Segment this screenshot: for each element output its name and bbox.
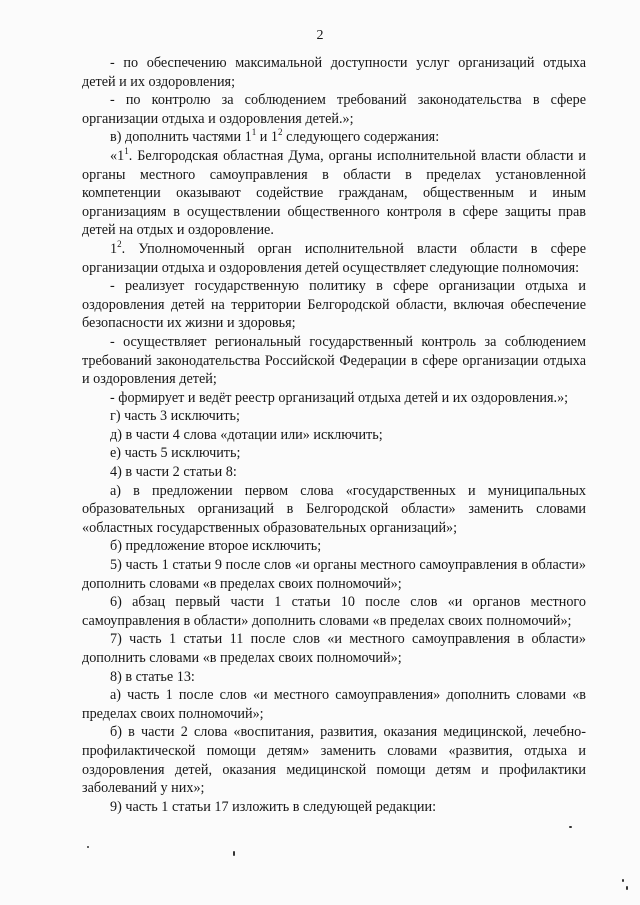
paragraph-20: б) в части 2 слова «воспитания, развития, оказания медицинской, лечебно-профилактической помощи детям» заменить словами «развития, отдыха и оздоровления детей, оказания медицинской помощи детям и профилактики заболеваний у них»; <box>82 724 586 797</box>
paragraph-19: а) часть 1 после слов «и местного самоуправления» дополнить словами «в пределах своих полномочий»; <box>82 687 586 722</box>
paragraph-7: - осуществляет региональный государственный контроль за соблюдением требований законодательства Российской Федерации в сфере организации отдыха и оздоровления детей; <box>82 333 586 388</box>
paragraph-3 <box>82 128 586 147</box>
scan-speck <box>626 886 628 890</box>
scan-speck <box>622 879 624 882</box>
scan-speck <box>569 826 572 828</box>
paragraph-15: 5) часть 1 статьи 9 после слов «и органы местного самоуправления в области» дополнить словами «в пределах своих полномочий»; <box>82 557 586 592</box>
paragraph-8: - формирует и ведёт реестр организаций отдыха детей и их оздоровления.»; <box>110 389 569 406</box>
superscript-2: 2 <box>278 127 283 138</box>
scan-speck <box>87 846 89 848</box>
paragraph-3-text: в) дополнить частями 1 <box>110 129 252 146</box>
paragraph-4-lead: «1 <box>110 147 125 164</box>
paragraph-21: 9) часть 1 статьи 17 изложить в следующей редакции: <box>110 798 437 815</box>
superscript-1: 1 <box>251 127 257 138</box>
paragraph-3-tail: следующего содержания: <box>282 129 440 146</box>
paragraph-4 <box>82 147 586 240</box>
paragraph-14: б) предложение второе исключить; <box>110 538 322 555</box>
document-body <box>82 54 586 816</box>
paragraph-4-text: . Белгородская областная Дума, органы исполнительной власти области и органы местного самоуправления в области в пределах установленной компетенции оказывают содействие гражданам, общественным и иным организациям в осуществлении общественного контроля в сфере защиты прав детей на отдых и оздоровление. <box>82 147 586 239</box>
paragraph-16: 6) абзац первый части 1 статьи 10 после слов «и органов местного самоуправления в области» дополнить словами «в пределах своих полномочий»; <box>82 594 586 629</box>
paragraph-3-and: и 1 <box>256 129 279 146</box>
page-number: 2 <box>316 28 324 43</box>
scan-speck <box>233 851 235 856</box>
paragraph-12: 4) в части 2 статьи 8: <box>110 464 237 481</box>
paragraph-6: - реализует государственную политику в сфере организации отдыха и оздоровления детей на территории Белгородской области, включая обеспечение безопасности их жизни и здоровья; <box>82 278 586 332</box>
paragraph-2: - по контролю за соблюдением требований законодательства в сфере организации отдыха и оздоровления детей.»; <box>82 92 586 127</box>
paragraph-10: д) в части 4 слова «дотации или» исключить; <box>110 426 383 443</box>
paragraph-11: е) часть 5 исключить; <box>110 445 241 462</box>
paragraph-5 <box>82 240 586 277</box>
paragraph-9: г) часть 3 исключить; <box>110 408 240 425</box>
paragraph-18: 8) в статье 13: <box>110 668 195 685</box>
paragraph-5-text: . Уполномоченный орган исполнительной власти области в сфере организации отдыха и оздоровления детей осуществляет следующие полномочия: <box>82 240 586 276</box>
superscript-1: 1 <box>124 145 129 156</box>
superscript-2: 2 <box>117 238 122 249</box>
paragraph-13: а) в предложении первом слова «государственных и муниципальных образовательных организаций в Белгородской области» заменить словами «областных государственных образовательных организаций»; <box>82 482 586 536</box>
paragraph-5-lead: 1 <box>110 240 118 257</box>
paragraph-1: - по обеспечению максимальной доступности услуг организаций отдыха детей и их оздоровления; <box>82 55 586 90</box>
paragraph-17: 7) часть 1 статьи 11 после слов «и местного самоуправления в области» дополнить словами «в пределах своих полномочий»; <box>82 631 586 666</box>
